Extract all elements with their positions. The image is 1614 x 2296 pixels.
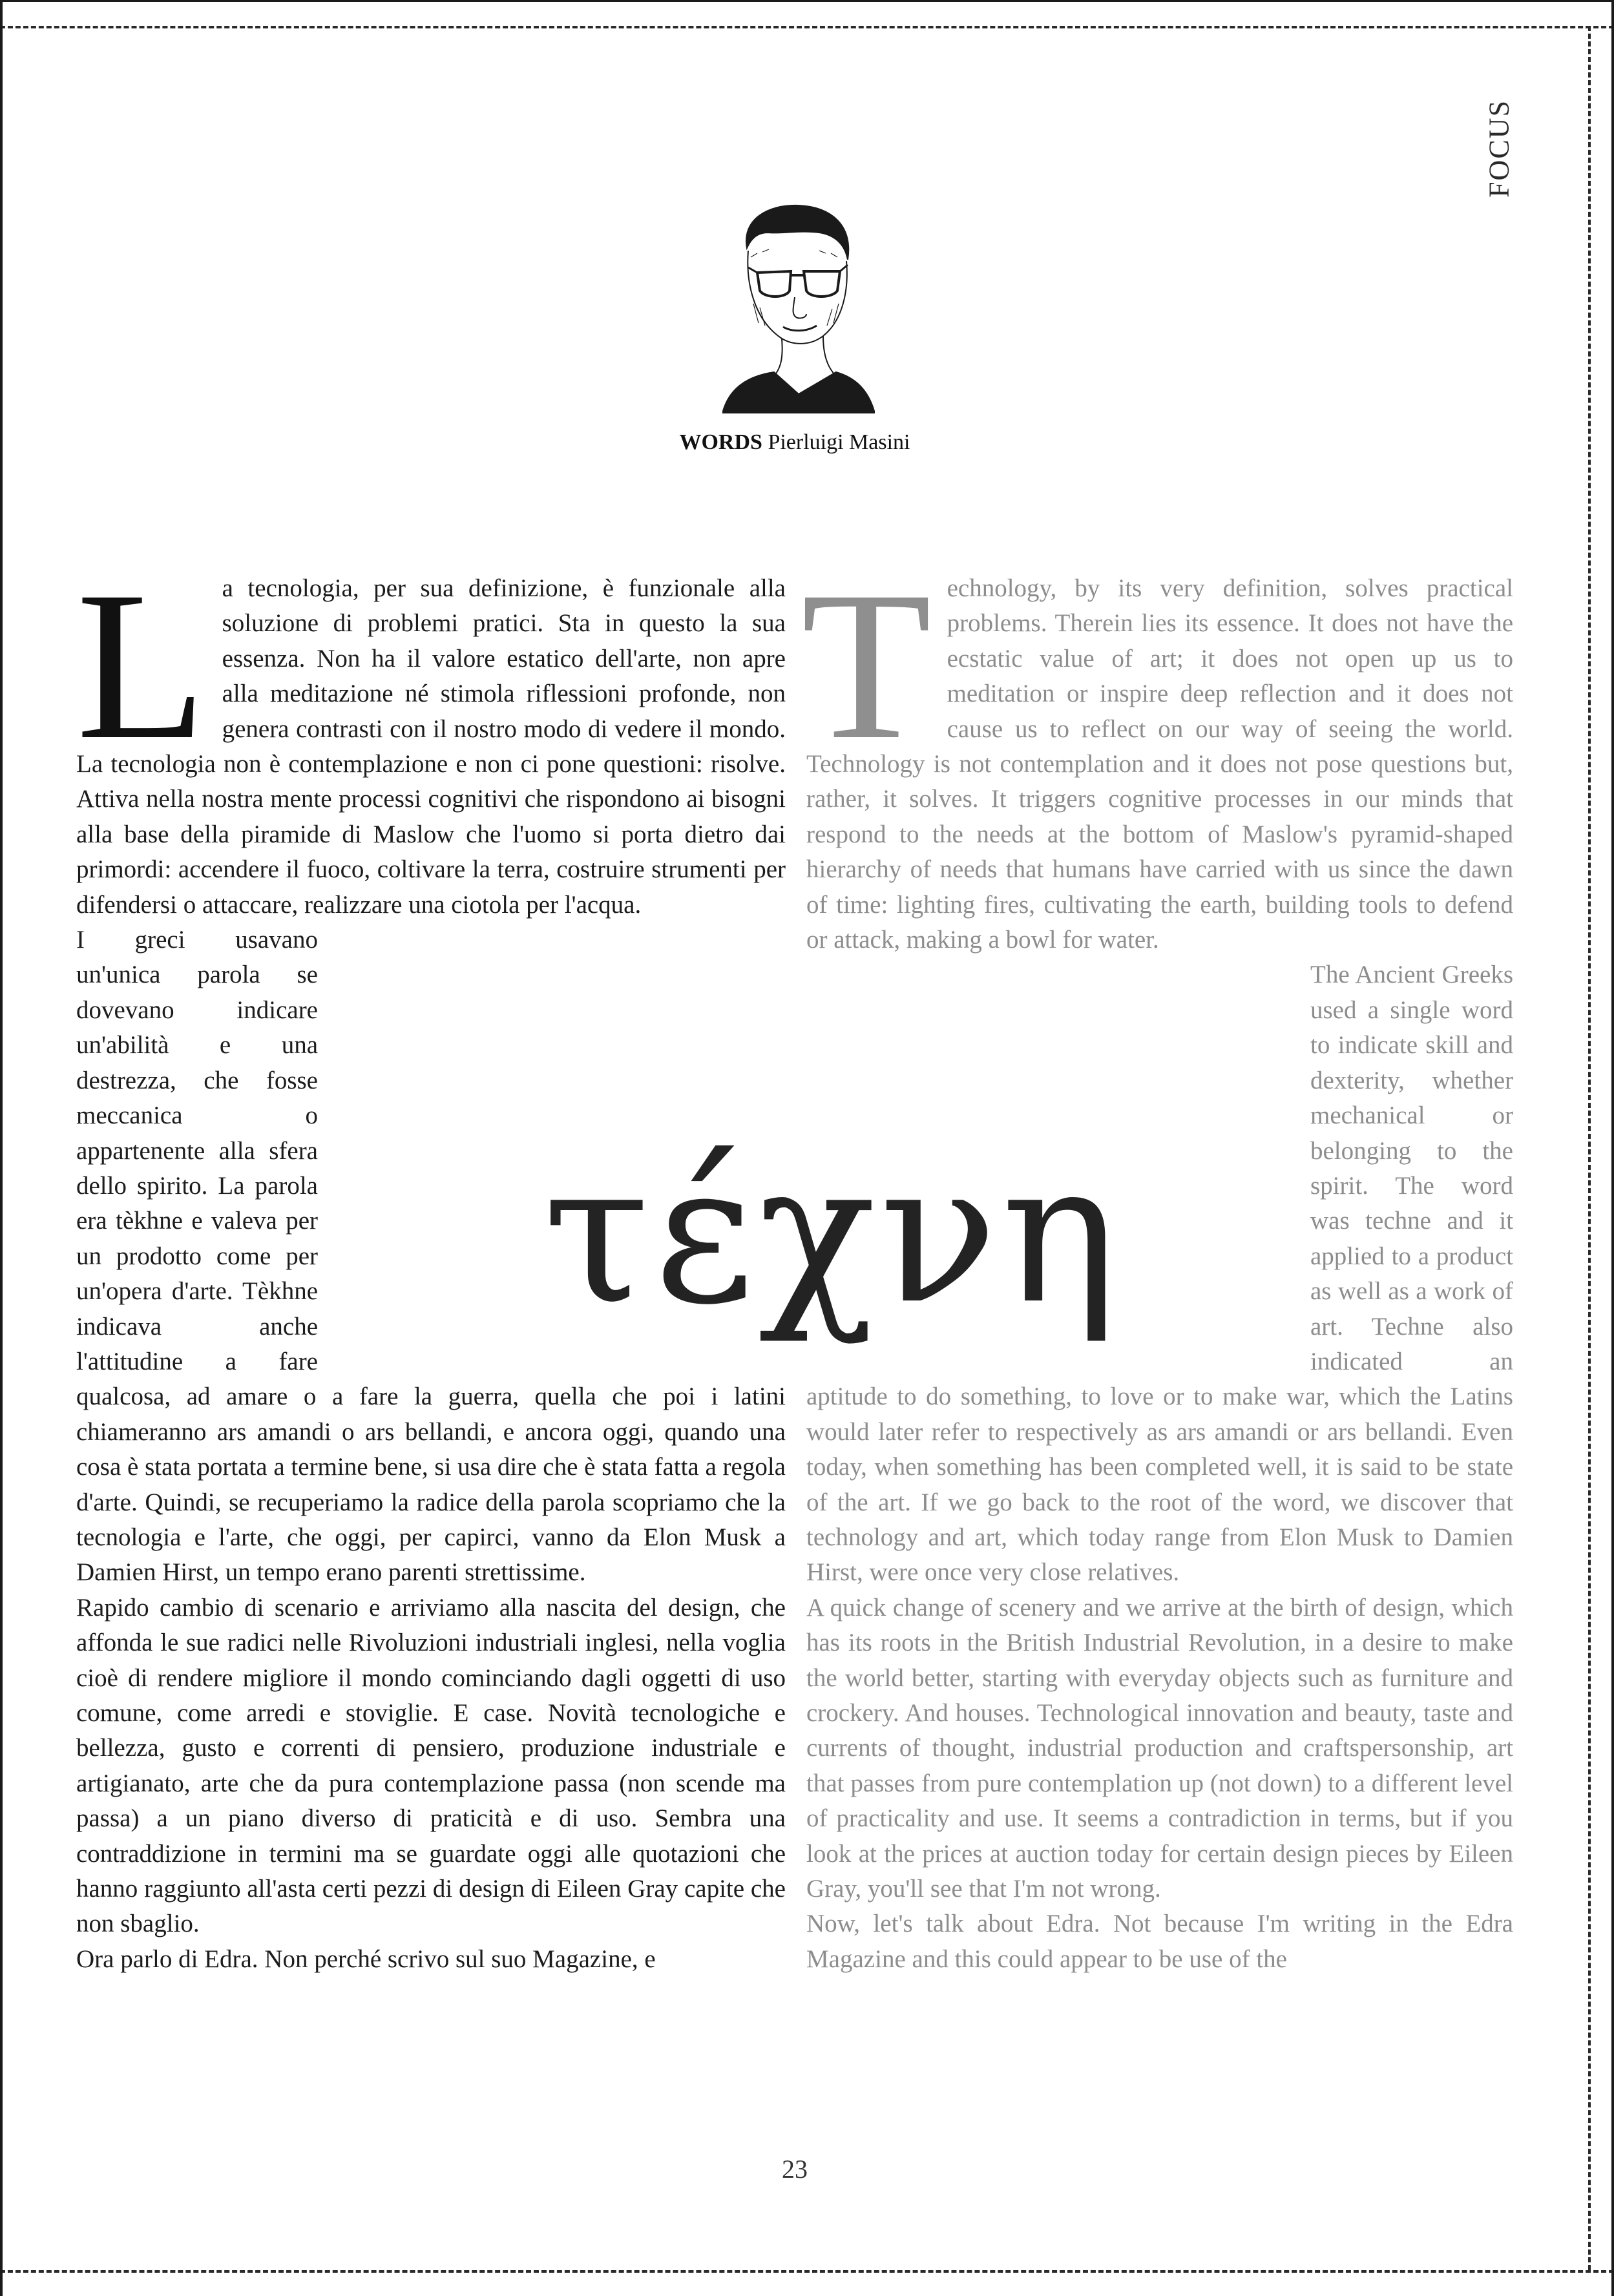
page-edge-left — [0, 0, 3, 2296]
byline-label: WORDS — [679, 430, 762, 454]
italian-drop-cap: L — [76, 548, 207, 784]
page-edge-right — [1611, 0, 1614, 2296]
english-paragraph: The Ancient Greeks used a single word to indicate skill and dexterity, whether mechanical or belonging to the spirit. The word was techne and it applied to a product as well as a work of art. Techne also indicated an aptitude to do something, to love or to make war, which the Latins would later refer to respectively as ars amandi or ars bellandi. Even today, when something has been completed well, it is said to be state of the art. If we go back to the root of the word, we discover that technology and art, which today range from Elon Musk to Damien Hirst, were once very close relatives. — [806, 961, 1513, 1587]
italian-paragraph: Ora parlo di Edra. Non perché scrivo sul suo Magazine, e — [76, 1945, 656, 1973]
byline — [0, 430, 1589, 455]
italian-paragraph: Rapido cambio di scenario e arriviamo alla nascita del design, che affonda le sue radici nelle Rivoluzioni industriali inglesi, nella voglia cioè di rendere migliore il mondo cominciando dagli oggetti di uso comune, come arredi e stoviglie. E case. Novità tecnologiche e bellezza, gusto e correnti di pensiero, produzione industriale e artigianato, arte che da pura contemplazione passa (non scende ma passa) a un piano diverso di praticità e di uso. Sembra una contraddizione in termini ma se guardate oggi alle quotazioni che hanno raggiunto all'asta certi pezzi di design di Eileen Gray capite che non sbaglio. — [76, 1593, 786, 1938]
page-edge-top — [0, 0, 1614, 2]
italian-paragraph: I greci usavano un'unica parola se dovevano indicare un'abilità e una destrezza, che fosse meccanica o appartenente alla sfera dello spirito. La parola era tèkhne e valeva per un prodotto come per un'opera d'arte. Tèkhne indicava anche l'attitudine a fare qualcosa, ad amare o a fare la guerra, quella che poi i latini chiameranno ars amandi o ars bellandi, e ancora oggi, quando una cosa è stata portata a termine bene, si usa dire che è stata fatta a regola d'arte. Quindi, se recuperiamo la radice della parola scopriamo che la tecnologia e l'arte, che oggi, per capirci, vanno da Elon Musk a Damien Hirst, un tempo erano parenti strettissime. — [76, 926, 786, 1587]
byline-author: Pierluigi Masini — [768, 430, 910, 454]
section-tag — [1480, 97, 1518, 200]
italian-paragraph: a tecnologia, per sua definizione, è funzionale alla soluzione di problemi pratici. Sta in questo la sua essenza. Non ha il valore estatico dell'arte, non apre alla meditazione né stimola riflessioni profonde, non genera contrasti con il nostro modo di vedere il mondo. La tecnologia non è contemplazione e non ci pone questioni: risolve. Attiva nella nostra mente processi cognitivi che rispondono ai bisogni alla base della piramide di Maslow che l'uomo si porta dietro dai primordi: accendere il fuoco, coltivare la terra, costruire strumenti per difendersi o attaccare, realizzare una ciotola per l'acqua. — [76, 574, 786, 919]
bottom-dashed-border — [0, 2270, 1614, 2273]
headline-greek-word: τέχνη — [543, 1121, 1122, 1346]
page-number: 23 — [782, 2155, 808, 2184]
english-drop-cap: T — [801, 548, 932, 784]
right-dashed-border — [1588, 26, 1591, 2270]
english-paragraph: A quick change of scenery and we arrive at the birth of design, which has its roots in the British Industrial Revolution, in a desire to make the world better, starting with everyday objects such as furniture and crockery. And houses. Technological innovation and beauty, taste and currents of thought, industrial production and craftspersonship, art that passes from pure contemplation up (not down) to a different level of practicality and use. It seems a contradiction in terms, but if you look at the prices at auction today for certain design pieces by Eileen Gray, you'll see that I'm not wrong. — [806, 1593, 1513, 1903]
top-dashed-border — [0, 26, 1614, 28]
english-paragraph: echnology, by its very definition, solves practical problems. Therein lies its essence. It does not have the ecstatic value of art; it does not open up us to meditation or inspire deep reflection and it does not cause us to reflect on our way of seeing the world. Technology is not contemplation and it does not pose questions but, rather, it solves. It triggers cognitive processes in our minds that respond to the needs at the bottom of Maslow's pyramid-shaped hierarchy of needs that humans have carried with us since the dawn of time: lighting fires, cultivating the earth, building tools to defend or attack, making a bowl for water. — [806, 574, 1513, 954]
english-paragraph: Now, let's talk about Edra. Not because I'm writing in the Edra Magazine and this could appear to be use of the — [806, 1910, 1513, 1973]
author-portrait-illustration — [722, 200, 875, 413]
section-tag-label: FOCUS — [1483, 99, 1515, 198]
